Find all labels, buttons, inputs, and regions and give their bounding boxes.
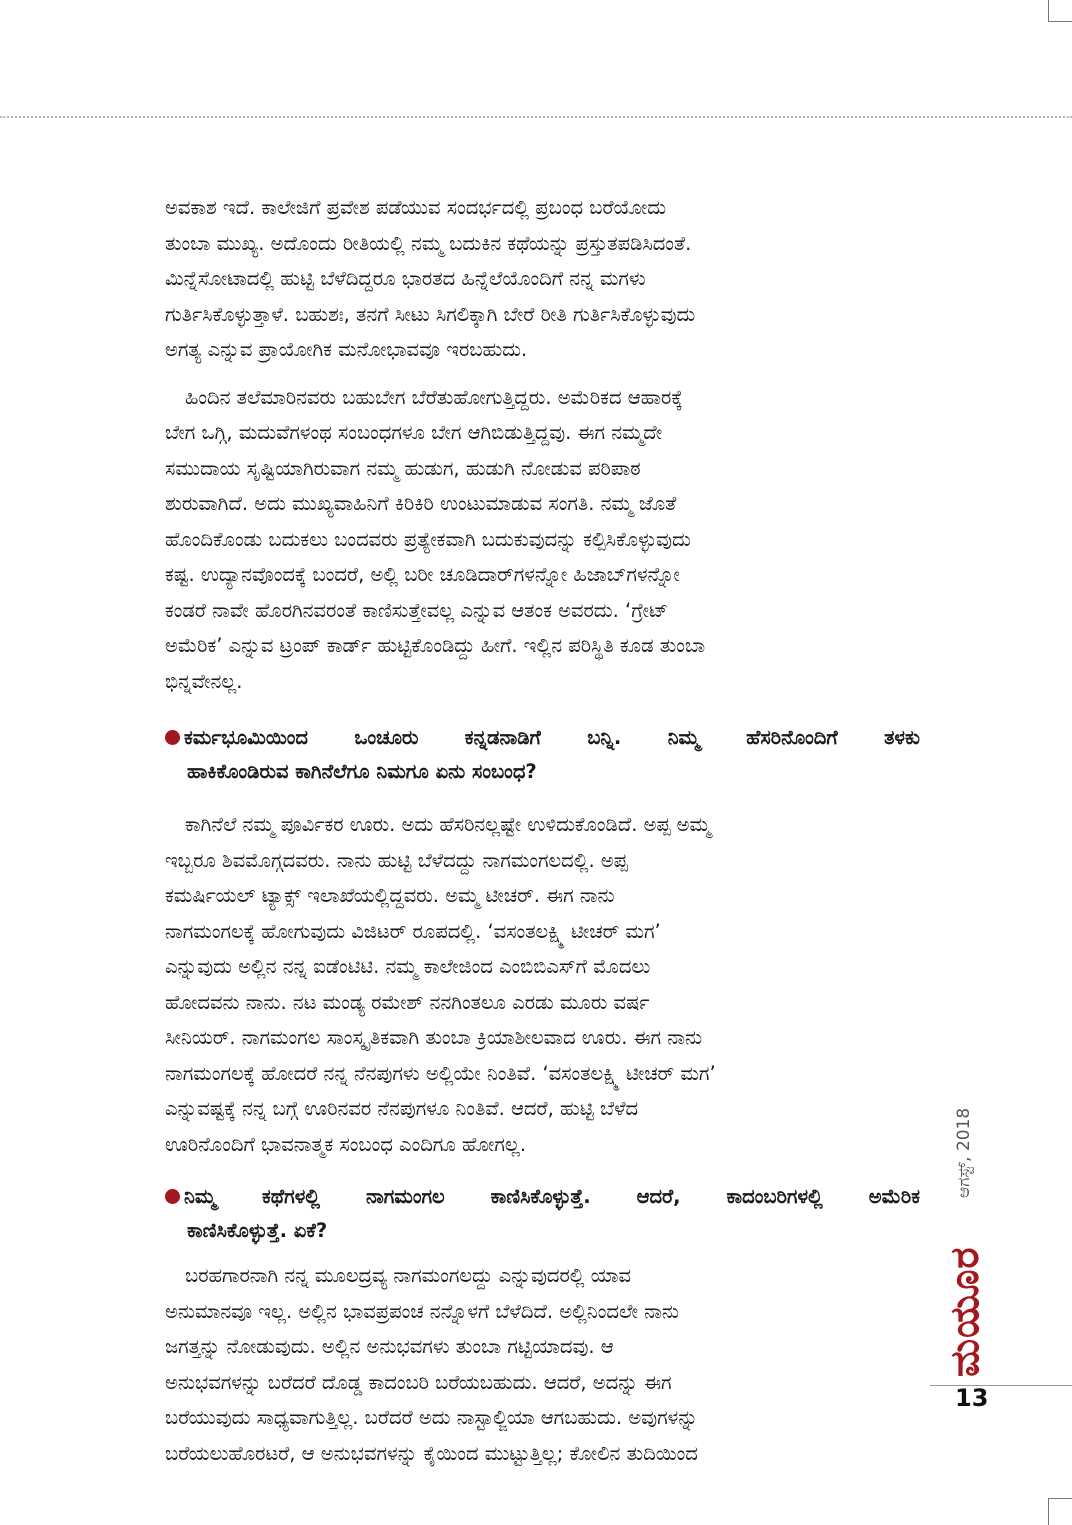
text-line: ಅಮೆರಿಕ’ ಎನ್ನುವ ಟ್ರಂಪ್ ಕಾರ್ಡ್ ಹುಟ್ಟಿಕೊಂಡಿದ್ದು ಹೀಗೆ. ಇಲ್ಲಿನ ಪರಿಸ್ಥಿತಿ ಕೂಡ ತುಂಬಾ xyxy=(165,634,706,657)
text-line: ಅಗತ್ಯ ಎನ್ನುವ ಪ್ರಾಯೋಗಿಕ ಮನೋಭಾವವೂ ಇರಬಹುದು. xyxy=(165,338,528,361)
question-line: ಕರ್ಮಭೂಮಿಯಿಂದ ಒಂಚೂರು ಕನ್ನಡನಾಡಿಗೆ ಬನ್ನಿ. ನಿಮ್ಮ ಹೆಸರಿನೊಂದಿಗೆ ತಳಕು xyxy=(184,726,920,749)
text-line: ಊರಿನೊಂದಿಗೆ ಭಾವನಾತ್ಮಕ ಸಂಬಂಧ ಎಂದಿಗೂ ಹೋಗಲ್ಲ. xyxy=(165,1132,527,1156)
text-line: ನಾಗಮಂಗಲಕ್ಕೆ ಹೋದರೆ ನನ್ನ ನೆನಪುಗಳು ಅಲ್ಲಿಯೇ ನಿಂತಿವೆ. ‘ವಸಂತಲಕ್ಷ್ಮಿ ಟೀಚರ್ ಮಗ’ xyxy=(165,1061,716,1085)
text-line: ಅನುಭವಗಳನ್ನು ಬರೆದರೆ ದೊಡ್ಡ ಕಾದಂಬರಿ ಬರೆಯಬಹುದು. ಆದರೆ, ಅದನ್ನು ಈಗ xyxy=(165,1370,672,1394)
paragraph xyxy=(165,807,920,1162)
text-line: ಕಮರ್ಷಿಯಲ್ ಟ್ಯಾಕ್ಸ್ ಇಲಾಖೆಯಲ್ಲಿದ್ದವರು. ಅಮ್ಮ ಟೀಚರ್. ಈಗ ನಾನು xyxy=(165,884,615,907)
text-line: ಬರೆಯಲುಹೊರಟರೆ, ಆ ಅನುಭವಗಳನ್ನು ಕೈಯಿಂದ ಮುಟ್ಟುತ್ತಿಲ್ಲ; ಕೋಲಿನ ತುದಿಯಿಂದ xyxy=(165,1441,698,1465)
crop-mark-bottom-right xyxy=(1048,1498,1072,1525)
question-line: ನಿಮ್ಮ ಕಥೆಗಳಲ್ಲಿ ನಾಗಮಂಗಲ ಕಾಣಿಸಿಕೊಳ್ಳುತ್ತೆ. ಆದರೆ, ಕಾದಂಬರಿಗಳಲ್ಲಿ ಅಮೆರಿಕ xyxy=(184,1185,920,1208)
interview-question xyxy=(165,721,920,789)
text-line: ಎನ್ನುವಷ್ಟಕ್ಕೆ ನನ್ನ ಬಗ್ಗೆ ಊರಿನವರ ನೆನಪುಗಳೂ ನಿಂತಿವೆ. ಆದರೆ, ಹುಟ್ಟಿ ಬೆಳೆದ xyxy=(165,1097,639,1120)
paragraph xyxy=(165,190,920,368)
crop-mark-top-right xyxy=(1048,0,1072,22)
text-line: ಹೋದವನು ನಾನು. ನಟ ಮಂಡ್ಯ ರಮೇಶ್ ನನಗಿಂತಲೂ ಎರಡು ಮೂರು ವರ್ಷ xyxy=(165,990,650,1014)
text-line: ನಾಗಮಂಗಲಕ್ಕೆ ಹೋಗುವುದು ವಿಜಿಟರ್ ರೂಪದಲ್ಲಿ. ‘ವಸಂತಲಕ್ಷ್ಮಿ ಟೀಚರ್ ಮಗ’ xyxy=(165,919,661,943)
text-line: ತುಂಬಾ ಮುಖ್ಯ. ಅದೊಂದು ರೀತಿಯಲ್ಲಿ ನಮ್ಮ ಬದುಕಿನ ಕಥೆಯನ್ನು ಪ್ರಸ್ತುತಪಡಿಸಿದಂತೆ. xyxy=(165,231,692,255)
question-line: ಹಾಕಿಕೊಂಡಿರುವ ಕಾಗಿನೆಲೆಗೂ ನಿಮಗೂ ಏನು ಸಂಬಂಧ? xyxy=(187,760,537,783)
bullet-dot-icon xyxy=(165,1189,180,1204)
magazine-logo: ಮಯೂರ xyxy=(942,1246,988,1377)
page-number: 13 xyxy=(955,1384,989,1412)
issue-date: ಆಗಸ್ಟ್, 2018 xyxy=(954,1107,974,1198)
text-line: ಭಿನ್ನವೇನಲ್ಲ. xyxy=(165,669,243,693)
text-line: ಹಿಂದಿನ ತಲೆಮಾರಿನವರು ಬಹುಬೇಗ ಬೆರೆತುಹೋಗುತ್ತಿದ್ದರು. ಅಮೆರಿಕದ ಆಹಾರಕ್ಕೆ xyxy=(185,385,683,409)
text-line: ಹೊಂದಿಕೊಂಡು ಬದುಕಲು ಬಂದವರು ಪ್ರತ್ಯೇಕವಾಗಿ ಬದುಕುವುದನ್ನು ಕಲ್ಪಿಸಿಕೊಳ್ಳುವುದು xyxy=(165,527,691,551)
text-line: ಕಂಡರೆ ನಾವೇ ಹೊರಗಿನವರಂತೆ ಕಾಣಿಸುತ್ತೇವಲ್ಲ ಎನ್ನುವ ಆತಂಕ ಅವರದು. ‘ಗ್ರೇಟ್ xyxy=(165,598,669,622)
text-line: ಶುರುವಾಗಿದೆ. ಅದು ಮುಖ್ಯವಾಹಿನಿಗೆ ಕಿರಿಕಿರಿ ಉಂಟುಮಾಡುವ ಸಂಗತಿ. ನಮ್ಮ ಜೊತೆ xyxy=(165,492,677,515)
header-dotted-divider xyxy=(0,116,1072,118)
text-line: ಅನುಮಾನವೂ ಇಲ್ಲ. ಅಲ್ಲಿನ ಭಾವಪ್ರಪಂಚ ನನ್ನೊಳಗೆ ಬೆಳೆದಿದೆ. ಅಲ್ಲಿನಿಂದಲೇ ನಾನು xyxy=(165,1299,679,1323)
text-line: ಬರೆಯುವುದು ಸಾಧ್ಯವಾಗುತ್ತಿಲ್ಲ. ಬರೆದರೆ ಅದು ನಾಸ್ಟಾಲ್ಜಿಯಾ ಆಗಬಹುದು. ಅವುಗಳನ್ನು xyxy=(165,1406,698,1429)
bullet-dot-icon xyxy=(165,730,180,745)
text-line: ಮಿನ್ನೆಸೋಟಾದಲ್ಲಿ ಹುಟ್ಟಿ ಬೆಳೆದಿದ್ದರೂ ಭಾರತದ ಹಿನ್ನೆಲೆಯೊಂದಿಗೆ ನನ್ನ ಮಗಳು xyxy=(165,267,646,290)
text-line: ಅವಕಾಶ ಇದೆ. ಕಾಲೇಜಿಗೆ ಪ್ರವೇಶ ಪಡೆಯುವ ಸಂದರ್ಭದಲ್ಲಿ ಪ್ರಬಂಧ ಬರೆಯೋದು xyxy=(165,196,667,219)
question-line: ಕಾಣಿಸಿಕೊಳ್ಳುತ್ತೆ. ಏಕೆ? xyxy=(187,1219,328,1242)
text-line: ಜಗತ್ತನ್ನು ನೋಡುವುದು. ಅಲ್ಲಿನ ಅನುಭವಗಳು ತುಂಬಾ ಗಟ್ಟಿಯಾದವು. ಆ xyxy=(165,1335,614,1358)
interview-question xyxy=(165,1180,920,1248)
text-line: ಬರಹಗಾರನಾಗಿ ನನ್ನ ಮೂಲದ್ರವ್ಯ ನಾಗಮಂಗಲದ್ದು ಎನ್ನುವುದರಲ್ಲಿ ಯಾವ xyxy=(185,1264,632,1287)
text-line: ಎನ್ನುವುದು ಅಲ್ಲಿನ ನನ್ನ ಐಡೆಂಟಿಟಿ. ನಮ್ಮ ಕಾಲೇಜಿಂದ ಎಂಬಿಬಿಎಸ್‌ಗೆ ಮೊದಲು xyxy=(165,955,651,978)
text-line: ಗುರ್ತಿಸಿಕೊಳ್ಳುತ್ತಾಳೆ. ಬಹುಶಃ, ತನಗೆ ಸೀಟು ಸಿಗಲಿಕ್ಕಾಗಿ ಬೇರೆ ರೀತಿ ಗುರ್ತಿಸಿಕೊಳ್ಳುವುದು xyxy=(165,302,696,326)
text-line: ಇಬ್ಬರೂ ಶಿವಮೊಗ್ಗದವರು. ನಾನು ಹುಟ್ಟಿ ಬೆಳೆದದ್ದು ನಾಗಮಂಗಲದಲ್ಲಿ. ಅಪ್ಪ xyxy=(165,848,628,872)
text-line: ಬೇಗ ಒಗ್ಗಿ, ಮದುವೆಗಳಂಥ ಸಂಬಂಧಗಳೂ ಬೇಗ ಆಗಿಬಿಡುತ್ತಿದ್ದವು. ಈಗ ನಮ್ಮದೇ xyxy=(165,421,663,444)
text-line: ಕಾಗಿನೆಲೆ ನಮ್ಮ ಪೂರ್ವಿಕರ ಊರು. ಅದು ಹೆಸರಿನಲ್ಲಷ್ಟೇ ಉಳಿದುಕೊಂಡಿದೆ. ಅಪ್ಪ ಅಮ್ಮ xyxy=(185,813,711,836)
text-line: ಸಮುದಾಯ ಸೃಷ್ಟಿಯಾಗಿರುವಾಗ ನಮ್ಮ ಹುಡುಗ, ಹುಡುಗಿ ನೋಡುವ ಪರಿಪಾಠ xyxy=(165,456,641,480)
article-body xyxy=(165,190,920,1471)
text-line: ಸೀನಿಯರ್. ನಾಗಮಂಗಲ ಸಾಂಸ್ಕೃತಿಕವಾಗಿ ತುಂಬಾ ಕ್ರಿಯಾಶೀಲವಾದ ಊರು. ಈಗ ನಾನು xyxy=(165,1026,703,1049)
paragraph xyxy=(165,380,920,700)
paragraph xyxy=(165,1258,920,1471)
text-line: ಕಷ್ಟ. ಉದ್ಯಾನವೊಂದಕ್ಕೆ ಬಂದರೆ, ಅಲ್ಲಿ ಬರೀ ಚೂಡಿದಾರ್‌ಗಳನ್ನೋ ಹಿಜಾಬ್‌ಗಳನ್ನೋ xyxy=(165,563,680,586)
